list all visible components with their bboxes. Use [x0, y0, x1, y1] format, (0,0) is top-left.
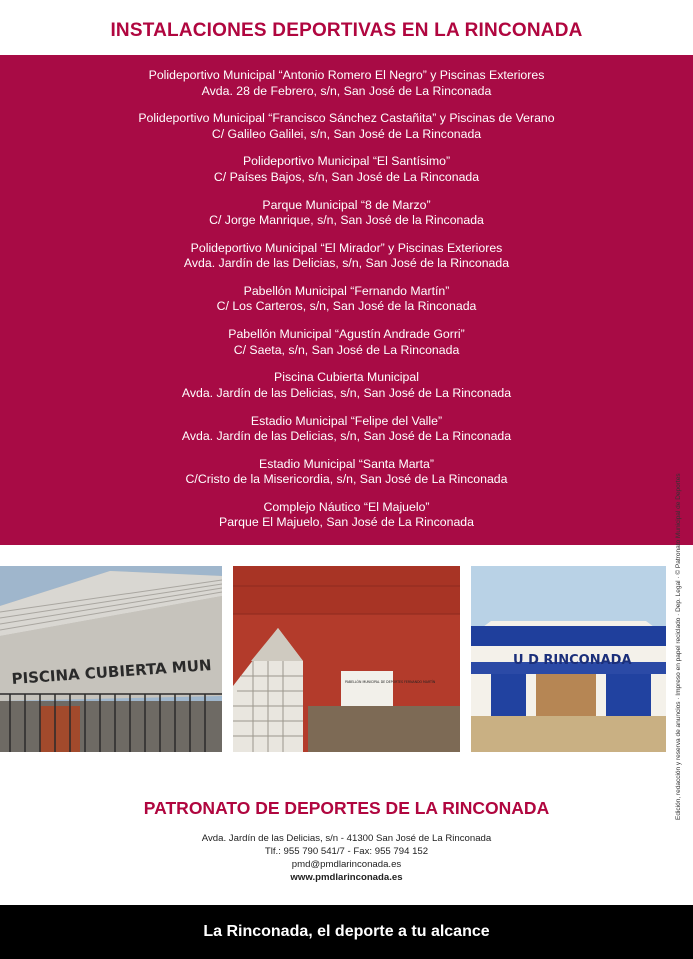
venue-address: Avda. 28 de Febrero, s/n, San José de La Rinconada	[201, 83, 492, 98]
footer-title: PATRONATO DE DEPORTES DE LA RINCONADA	[143, 798, 550, 818]
venue-address: Parque El Majuelo, San José de La Rinconada	[219, 515, 474, 530]
venue-address: Avda. Jardín de las Delicias, s/n, San José de La Rinconada	[181, 385, 512, 400]
venue-address: C/ Los Carteros, s/n, San José de la Rinconada	[216, 299, 477, 314]
photo-pabellon	[233, 566, 460, 752]
venue-name: Parque Municipal “8 de Marzo”	[262, 197, 431, 212]
venue-name: Complejo Náutico “El Majuelo”	[263, 499, 430, 514]
contact-block	[0, 832, 693, 884]
venue-item	[0, 327, 693, 370]
venue-address: Avda. Jardín de las Delicias, s/n, San José de La Rinconada	[181, 429, 512, 443]
venue-item	[0, 241, 693, 284]
venue-name: Pabellón Municipal “Agustín Andrade Gorri”	[228, 327, 465, 342]
photo1-sign: PISCINA CUBIERTA MUN	[11, 656, 213, 688]
slogan-bar	[0, 905, 693, 959]
venue-item	[0, 414, 693, 457]
contact-email[interactable]: pmd@pmdlarinconada.es	[291, 859, 402, 870]
vertical-credit-text: Edición, redacción y reserva de anuncios · Impreso en papel reciclado · Dep. Legal · © Patronato Municipal de Deportes	[675, 473, 682, 820]
venue-address: C/ Saeta, s/n, San José de La Rinconada	[233, 342, 460, 357]
photo3-sign: U D RINCONADA	[513, 653, 632, 668]
venue-item	[0, 68, 693, 111]
photo-estadio	[471, 566, 666, 752]
venue-item	[0, 457, 693, 500]
photo2-plaque: PABELLÓN MUNICIPAL DE DEPORTES FERNANDO MARTÍN	[345, 680, 436, 684]
venue-list	[0, 68, 693, 543]
venue-item	[0, 370, 693, 413]
photo-row	[0, 566, 693, 752]
venue-name: Estadio Municipal “Felipe del Valle”	[250, 413, 443, 428]
venue-address: C/Cristo de la Misericordia, s/n, San José de La Rinconada	[185, 472, 508, 487]
venue-name: Polideportivo Municipal “Antonio Romero El Negro” y Piscinas Exteriores	[148, 68, 545, 82]
photo-piscina-cubierta	[0, 566, 222, 752]
venue-name: Polideportivo Municipal “Francisco Sánchez Castañita” y Piscinas de Verano	[138, 111, 555, 126]
contact-web-link[interactable]: www.pmdlarinconada.es	[290, 872, 403, 883]
venue-item	[0, 198, 693, 241]
page-title: INSTALACIONES DEPORTIVAS EN LA RINCONADA	[110, 20, 583, 41]
venue-address: C/ Países Bajos, s/n, San José de La Rinconada	[213, 169, 480, 184]
venue-name: Pabellón Municipal “Fernando Martín”	[243, 283, 450, 298]
slogan-text: La Rinconada, el deporte a tu alcance	[203, 923, 490, 940]
venue-item	[0, 284, 693, 327]
venue-name: Piscina Cubierta Municipal	[274, 370, 419, 385]
contact-address: Avda. Jardín de las Delicias, s/n - 41300 San José de La Rinconada	[201, 833, 492, 844]
venue-name: Polideportivo Municipal “El Mirador” y Piscinas Exteriores	[190, 240, 503, 255]
venue-item	[0, 500, 693, 543]
venue-address: Avda. Jardín de las Delicias, s/n, San José de la Rinconada	[183, 256, 510, 271]
venue-name: Estadio Municipal “Santa Marta”	[259, 456, 434, 471]
venue-address: C/ Jorge Manrique, s/n, San José de la Rinconada	[209, 213, 484, 228]
venues-band	[0, 55, 693, 545]
venue-name: Polideportivo Municipal “El Santísimo”	[242, 154, 451, 169]
venue-item	[0, 111, 693, 154]
contact-phones: Tlf.: 955 790 541/7 - Fax: 955 794 152	[264, 846, 429, 857]
venue-item	[0, 154, 693, 197]
venue-address: C/ Galileo Galilei, s/n, San José de La Rinconada	[211, 126, 482, 141]
